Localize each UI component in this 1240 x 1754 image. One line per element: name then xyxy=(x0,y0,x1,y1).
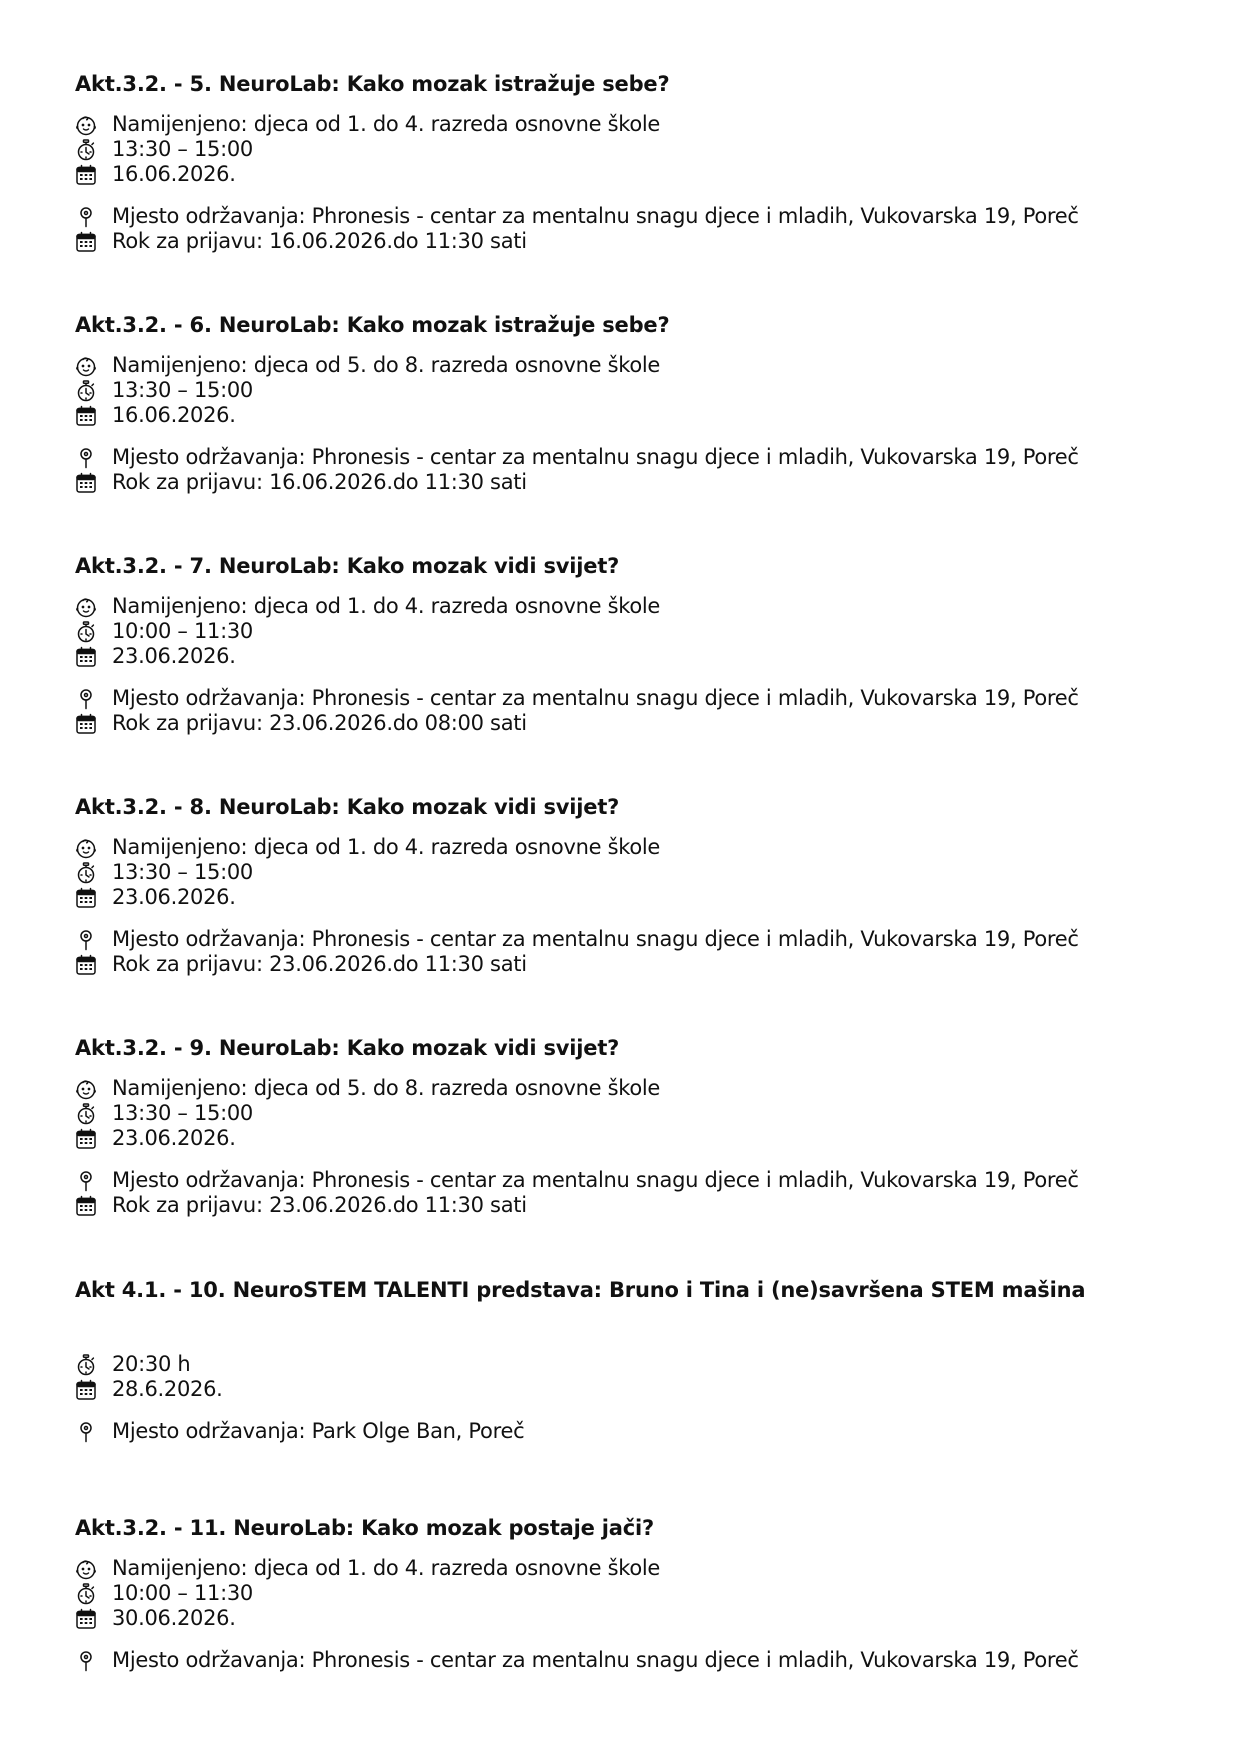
audience-line xyxy=(75,1556,660,1581)
audience-text: Namijenjeno: djeca od 5. do 8. razreda osnovne škole xyxy=(112,1076,661,1100)
date-text: 16.06.2026. xyxy=(112,403,236,427)
stopwatch-icon xyxy=(75,380,97,402)
baby-face-icon xyxy=(75,114,97,136)
baby-face-icon xyxy=(75,596,97,618)
calendar-icon xyxy=(75,887,97,909)
date-text: 23.06.2026. xyxy=(112,644,236,668)
location-line xyxy=(75,686,1079,711)
date-line xyxy=(75,162,236,187)
location-line xyxy=(75,204,1079,229)
date-line xyxy=(75,1126,236,1151)
deadline-text: Rok za prijavu: 23.06.2026.do 11:30 sati xyxy=(112,952,527,976)
event-title: Akt.3.2. - 9. NeuroLab: Kako mozak vidi svijet? xyxy=(75,1036,620,1060)
location-text: Mjesto održavanja: Phronesis - centar za mentalnu snagu djece i mladih, Vukovarska 19, Poreč xyxy=(112,686,1079,710)
location-line xyxy=(75,1168,1079,1193)
audience-text: Namijenjeno: djeca od 1. do 4. razreda osnovne škole xyxy=(112,594,661,618)
calendar-icon xyxy=(75,1128,97,1150)
event-title: Akt.3.2. - 6. NeuroLab: Kako mozak istražuje sebe? xyxy=(75,313,670,337)
location-text: Mjesto održavanja: Phronesis - centar za mentalnu snagu djece i mladih, Vukovarska 19, Poreč xyxy=(112,445,1079,469)
deadline-line xyxy=(75,952,527,977)
location-text: Mjesto održavanja: Phronesis - centar za mentalnu snagu djece i mladih, Vukovarska 19, Poreč xyxy=(112,1168,1079,1192)
deadline-text: Rok za prijavu: 16.06.2026.do 11:30 sati xyxy=(112,470,527,494)
calendar-icon xyxy=(75,646,97,668)
date-line xyxy=(75,1606,236,1631)
time-line xyxy=(75,860,253,885)
location-pin-icon xyxy=(75,1421,97,1443)
date-line xyxy=(75,885,236,910)
location-pin-icon xyxy=(75,688,97,710)
location-text: Mjesto održavanja: Phronesis - centar za mentalnu snagu djece i mladih, Vukovarska 19, Poreč xyxy=(112,927,1079,951)
time-text: 13:30 – 15:00 xyxy=(112,1101,253,1125)
calendar-icon xyxy=(75,472,97,494)
location-text: Mjesto održavanja: Park Olge Ban, Poreč xyxy=(112,1419,525,1443)
location-pin-icon xyxy=(75,447,97,469)
calendar-icon xyxy=(75,713,97,735)
calendar-icon xyxy=(75,164,97,186)
audience-text: Namijenjeno: djeca od 5. do 8. razreda osnovne škole xyxy=(112,353,661,377)
event-title: Akt.3.2. - 7. NeuroLab: Kako mozak vidi svijet? xyxy=(75,554,620,578)
audience-line xyxy=(75,112,660,137)
stopwatch-icon xyxy=(75,862,97,884)
deadline-text: Rok za prijavu: 23.06.2026.do 08:00 sati xyxy=(112,711,527,735)
audience-line xyxy=(75,1076,660,1101)
date-line xyxy=(75,644,236,669)
time-line xyxy=(75,137,253,162)
audience-text: Namijenjeno: djeca od 1. do 4. razreda osnovne škole xyxy=(112,835,661,859)
calendar-icon xyxy=(75,1608,97,1630)
calendar-icon xyxy=(75,954,97,976)
time-text: 13:30 – 15:00 xyxy=(112,860,253,884)
calendar-icon xyxy=(75,1195,97,1217)
calendar-icon xyxy=(75,1379,97,1401)
location-line xyxy=(75,445,1079,470)
baby-face-icon xyxy=(75,1558,97,1580)
deadline-line xyxy=(75,470,527,495)
baby-face-icon xyxy=(75,837,97,859)
event-title: Akt.3.2. - 8. NeuroLab: Kako mozak vidi svijet? xyxy=(75,795,620,819)
calendar-icon xyxy=(75,405,97,427)
audience-line xyxy=(75,353,660,378)
event-title: Akt.3.2. - 11. NeuroLab: Kako mozak postaje jači? xyxy=(75,1516,654,1540)
location-line xyxy=(75,927,1079,952)
time-line xyxy=(75,1101,253,1126)
stopwatch-icon xyxy=(75,1103,97,1125)
deadline-text: Rok za prijavu: 16.06.2026.do 11:30 sati xyxy=(112,229,527,253)
time-line xyxy=(75,378,253,403)
audience-line xyxy=(75,594,660,619)
time-text: 10:00 – 11:30 xyxy=(112,1581,253,1605)
date-text: 30.06.2026. xyxy=(112,1606,236,1630)
stopwatch-icon xyxy=(75,139,97,161)
location-line xyxy=(75,1648,1079,1673)
time-text: 20:30 h xyxy=(112,1352,191,1376)
audience-text: Namijenjeno: djeca od 1. do 4. razreda osnovne škole xyxy=(112,1556,661,1580)
audience-line xyxy=(75,835,660,860)
event-title: Akt.3.2. - 5. NeuroLab: Kako mozak istražuje sebe? xyxy=(75,72,670,96)
date-text: 23.06.2026. xyxy=(112,885,236,909)
event-title: Akt 4.1. - 10. NeuroSTEM TALENTI predstava: Bruno i Tina i (ne)savršena STEM mašina xyxy=(75,1278,1086,1302)
location-line xyxy=(75,1419,524,1444)
calendar-icon xyxy=(75,231,97,253)
location-pin-icon xyxy=(75,1170,97,1192)
deadline-line xyxy=(75,229,527,254)
deadline-line xyxy=(75,711,527,736)
deadline-line xyxy=(75,1193,527,1218)
time-line xyxy=(75,1352,190,1377)
location-text: Mjesto održavanja: Phronesis - centar za mentalnu snagu djece i mladih, Vukovarska 19, Poreč xyxy=(112,204,1079,228)
location-pin-icon xyxy=(75,1650,97,1672)
stopwatch-icon xyxy=(75,1583,97,1605)
date-line xyxy=(75,1377,223,1402)
time-text: 10:00 – 11:30 xyxy=(112,619,253,643)
location-pin-icon xyxy=(75,206,97,228)
date-text: 16.06.2026. xyxy=(112,162,236,186)
location-text: Mjesto održavanja: Phronesis - centar za mentalnu snagu djece i mladih, Vukovarska 19, Poreč xyxy=(112,1648,1079,1672)
time-text: 13:30 – 15:00 xyxy=(112,378,253,402)
time-line xyxy=(75,619,253,644)
location-pin-icon xyxy=(75,929,97,951)
date-text: 23.06.2026. xyxy=(112,1126,236,1150)
time-text: 13:30 – 15:00 xyxy=(112,137,253,161)
baby-face-icon xyxy=(75,355,97,377)
stopwatch-icon xyxy=(75,621,97,643)
baby-face-icon xyxy=(75,1078,97,1100)
deadline-text: Rok za prijavu: 23.06.2026.do 11:30 sati xyxy=(112,1193,527,1217)
audience-text: Namijenjeno: djeca od 1. do 4. razreda osnovne škole xyxy=(112,112,661,136)
time-line xyxy=(75,1581,253,1606)
stopwatch-icon xyxy=(75,1354,97,1376)
date-line xyxy=(75,403,236,428)
date-text: 28.6.2026. xyxy=(112,1377,223,1401)
